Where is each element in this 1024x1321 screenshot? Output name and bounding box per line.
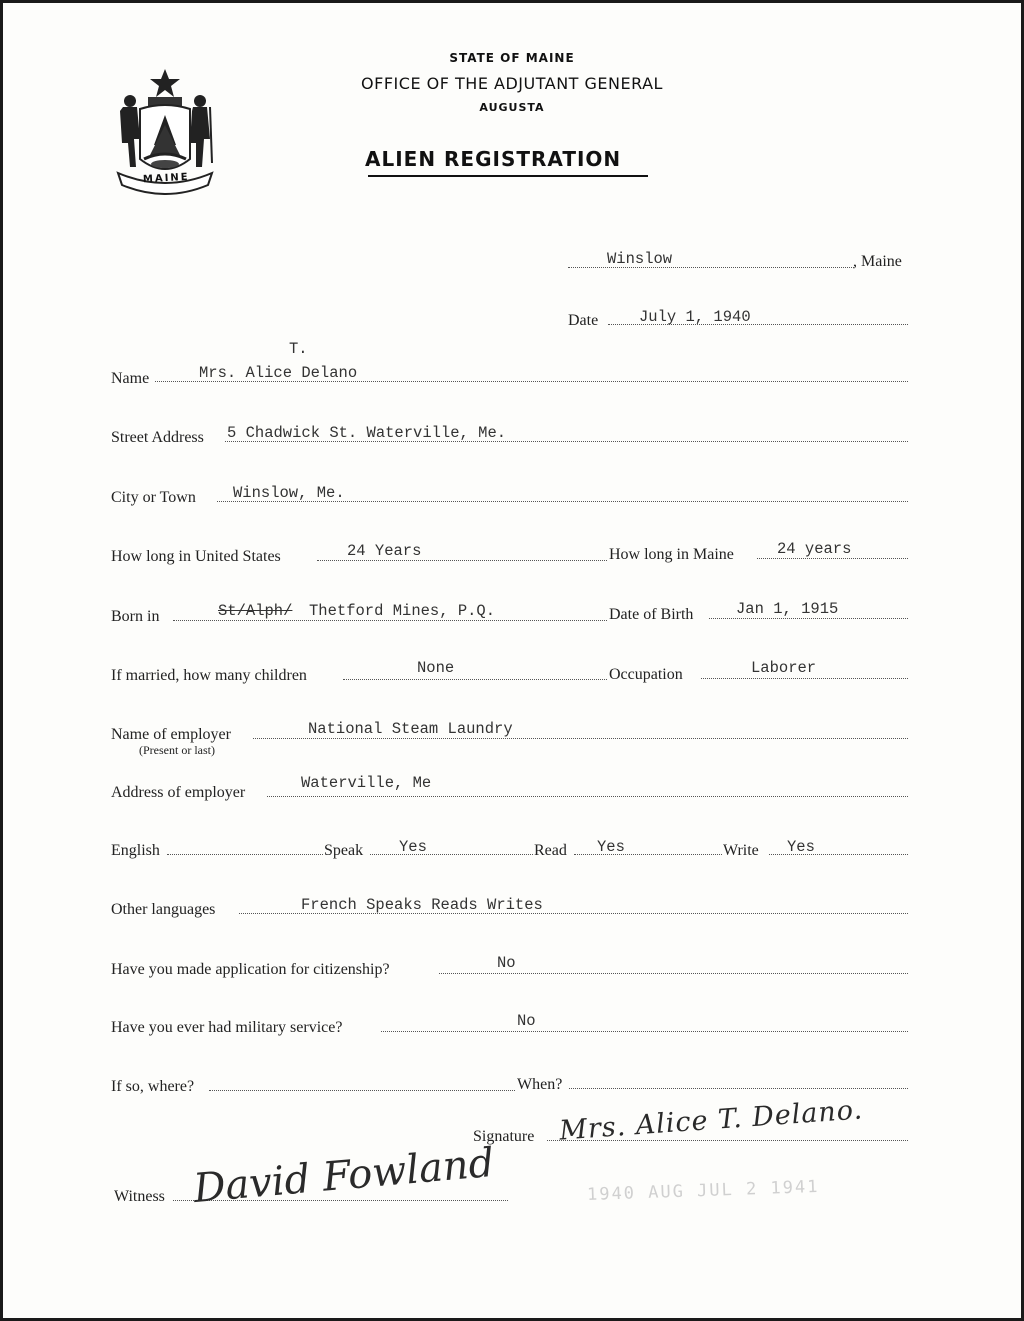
signature-label: Signature: [473, 1128, 535, 1145]
city-label: City or Town: [111, 489, 196, 506]
registration-form: [3, 3, 1021, 1318]
employer-address-label: Address of employer: [111, 784, 246, 801]
other-languages-label: Other languages: [111, 901, 216, 918]
english-label: English: [111, 842, 160, 859]
how-long-us-value: 24 Years: [347, 542, 422, 560]
born-in-strikeout: St/Alph/: [218, 602, 293, 620]
how-long-maine-label: How long in Maine: [609, 546, 734, 563]
english-line: [167, 854, 323, 855]
received-stamp: 1940 AUG JUL 2 1941: [586, 1176, 820, 1206]
name-value: Mrs. Alice Delano: [199, 364, 358, 382]
children-value: None: [417, 659, 455, 677]
employer-address-value: Waterville, Me: [301, 774, 432, 792]
citizenship-label: Have you made application for citizenship?: [111, 961, 390, 978]
employer-line: [253, 738, 908, 739]
occupation-label: Occupation: [609, 666, 683, 683]
speak-value: Yes: [399, 838, 427, 856]
city-heading: AUGUSTA: [479, 101, 545, 114]
date-label: Date: [568, 312, 599, 329]
signature-value: Mrs. Alice T. Delano.: [558, 1094, 865, 1147]
where-line: [209, 1090, 515, 1091]
street-value: 5 Chadwick St. Waterville, Me.: [227, 424, 507, 442]
place-value: Winslow: [607, 250, 673, 268]
write-value: Yes: [787, 838, 815, 856]
born-in-line: [173, 620, 607, 621]
military-label: Have you ever had military service?: [111, 1019, 343, 1036]
speak-line: [370, 854, 533, 855]
citizenship-line: [439, 973, 908, 974]
occupation-line: [701, 678, 908, 679]
read-label: Read: [534, 842, 567, 859]
how-long-us-label: How long in United States: [111, 548, 281, 565]
employer-value: National Steam Laundry: [308, 720, 513, 738]
citizenship-value: No: [497, 954, 516, 972]
employer-sublabel: (Present or last): [139, 743, 215, 757]
employer-address-line: [267, 796, 908, 797]
employer-label: Name of employer: [111, 726, 231, 743]
military-line: [381, 1031, 908, 1032]
other-languages-value: French Speaks Reads Writes: [301, 896, 543, 914]
born-in-value: Thetford Mines, P.Q.: [309, 602, 496, 620]
children-line: [343, 679, 607, 680]
when-line: [569, 1088, 908, 1089]
military-value: No: [517, 1012, 536, 1030]
office-heading: OFFICE OF THE ADJUTANT GENERAL: [361, 74, 663, 93]
name-label: Name: [111, 370, 150, 387]
dob-label: Date of Birth: [609, 606, 694, 623]
date-value: July 1, 1940: [639, 308, 751, 326]
witness-label: Witness: [114, 1188, 165, 1205]
how-long-maine-line: [757, 558, 908, 559]
where-label: If so, where?: [111, 1078, 195, 1095]
born-in-label: Born in: [111, 608, 160, 625]
seal-banner-text: MAINE: [142, 171, 190, 186]
how-long-us-line: [317, 560, 607, 561]
title-underline: [368, 175, 648, 177]
state-heading: STATE OF MAINE: [449, 51, 575, 65]
dob-value: Jan 1, 1915: [736, 600, 839, 618]
read-value: Yes: [597, 838, 625, 856]
children-label: If married, how many children: [111, 667, 307, 684]
city-value: Winslow, Me.: [233, 484, 345, 502]
occupation-value: Laborer: [751, 659, 817, 677]
witness-signature: David Fowland: [191, 1139, 496, 1213]
dob-line: [709, 618, 908, 619]
write-label: Write: [723, 842, 759, 859]
place-suffix: , Maine: [853, 253, 902, 270]
speak-label: Speak: [324, 842, 364, 859]
street-label: Street Address: [111, 429, 204, 446]
how-long-maine-value: 24 years: [777, 540, 852, 558]
name-middle-initial: T.: [289, 340, 308, 358]
form-title: ALIEN REGISTRATION: [365, 147, 622, 171]
when-label: When?: [517, 1076, 563, 1093]
